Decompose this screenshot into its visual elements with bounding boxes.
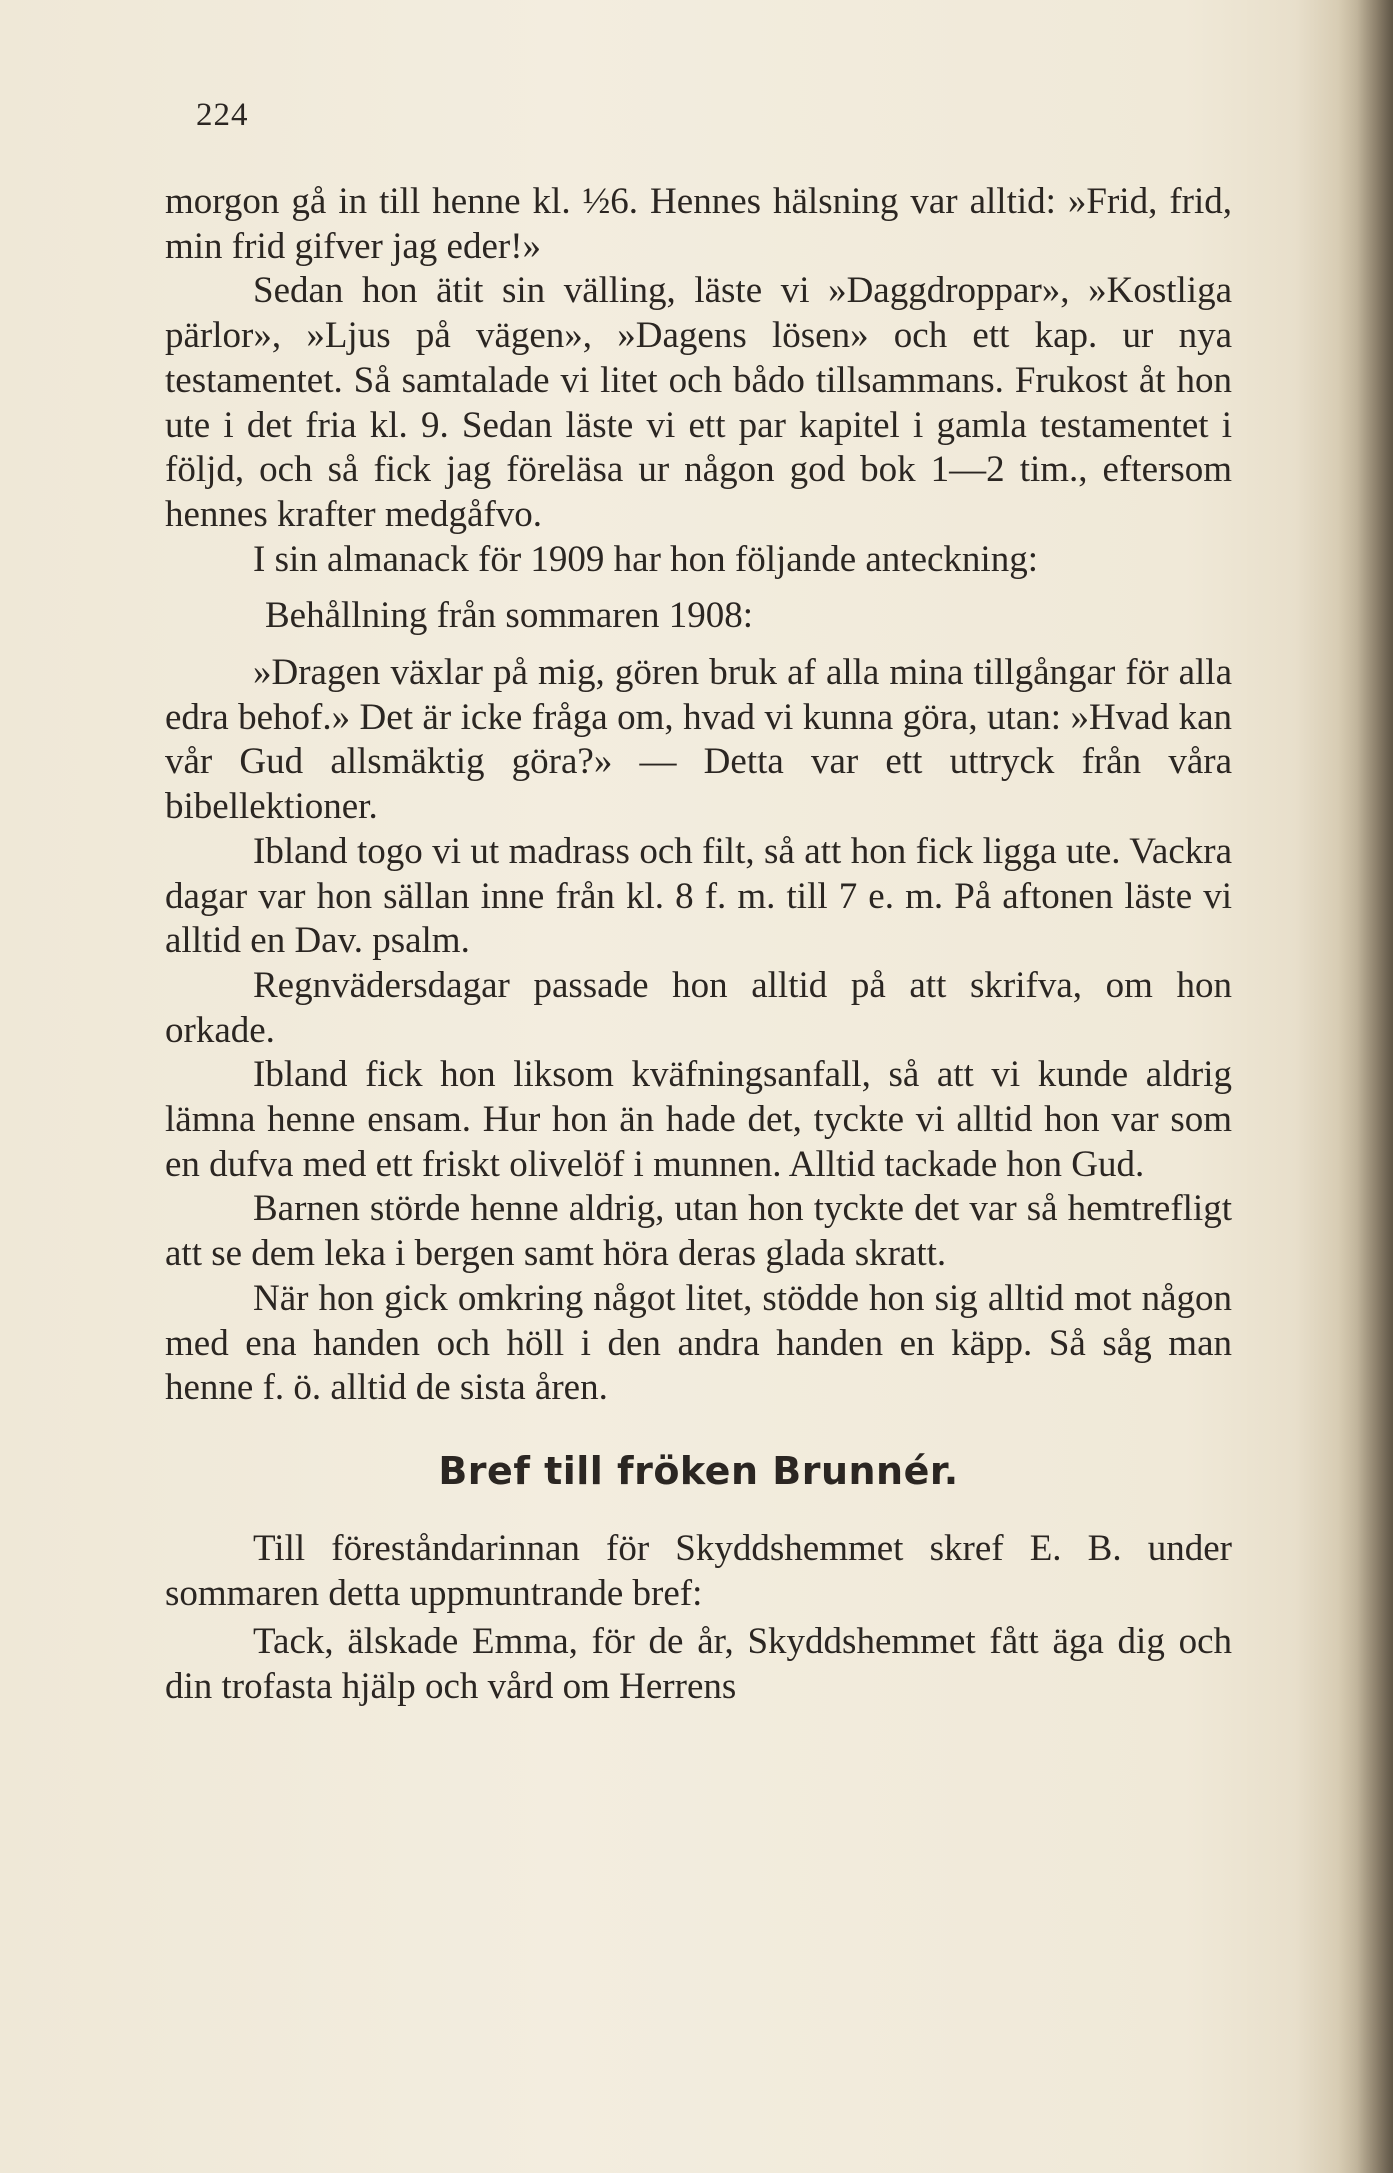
paragraph-morning-routine: Sedan hon ätit sin välling, läste vi »Daggdroppar», »Kostliga pärlor», »Ljus på vägen», »Dagens lösen» och ett kap. ur nya testamentet. Så samtalade vi litet och bådo tillsammans. Frukost åt hon ute i det fria kl. 9. Sedan läste vi ett par kapitel i gamla testamentet i följd, och så fick jag föreläsa ur någon god bok 1—2 tim., eftersom hennes krafter medgåfvo. — [165, 270, 1232, 535]
body-text — [165, 180, 1232, 1710]
almanac-heading: Behållning från sommaren 1908: — [265, 595, 754, 637]
paragraph-almanac: I sin almanack för 1909 har hon följande anteckning: — [253, 538, 1038, 580]
paragraph-letter-intro: Till föreståndarinnan för Skyddshemmet skref E. B. under sommaren detta uppmuntrande bref: — [165, 1527, 1232, 1614]
paragraph-rainy-days: Regnvädersdagar passade hon alltid på att skrifva, om hon orkade. — [165, 964, 1232, 1051]
paragraph-outdoors: Ibland togo vi ut madrass och filt, så att hon fick ligga ute. Vackra dagar var hon sällan inne från kl. 8 f. m. till 7 e. m. På aftonen läste vi alltid en Dav. psalm. — [165, 830, 1232, 962]
paragraph-almanac-quote: »Dragen växlar på mig, gören bruk af alla mina tillgångar för alla edra behof.» Det är icke fråga om, hvad vi kunna göra, utan: »Hvad kan vår Gud allsmäktig göra?» — Detta var ett uttryck från våra bibellektioner. — [165, 652, 1232, 828]
page-number: 224 — [196, 97, 249, 133]
paragraph-continuation: morgon gå in till henne kl. ½6. Hennes hälsning var alltid: »Frid, frid, min frid gifver jag eder!» — [165, 181, 1232, 267]
paragraph-letter-body: Tack, älskade Emma, för de år, Skyddshemmet fått äga dig och din trofasta hjälp och vård om Herrens — [165, 1621, 1232, 1708]
book-spine-shadow — [1338, 0, 1393, 2173]
paragraph-children: Barnen störde henne aldrig, utan hon tyckte det var så hemtrefligt att se dem leka i bergen samt höra deras glada skratt. — [165, 1188, 1232, 1275]
section-heading: Bref till fröken Brunnér. — [438, 1448, 959, 1493]
paragraph-suffocation: Ibland fick hon liksom kväfningsanfall, så att vi kunde aldrig lämna henne ensam. Hur hon än hade det, tyckte vi alltid hon var som en dufva med ett friskt olivelöf i munnen. Alltid tackade hon Gud. — [165, 1054, 1232, 1185]
paragraph-walking: När hon gick omkring något litet, stödde hon sig alltid mot någon med ena handen och höll i den andra handen en käpp. Så såg man henne f. ö. alltid de sista åren. — [165, 1277, 1232, 1409]
